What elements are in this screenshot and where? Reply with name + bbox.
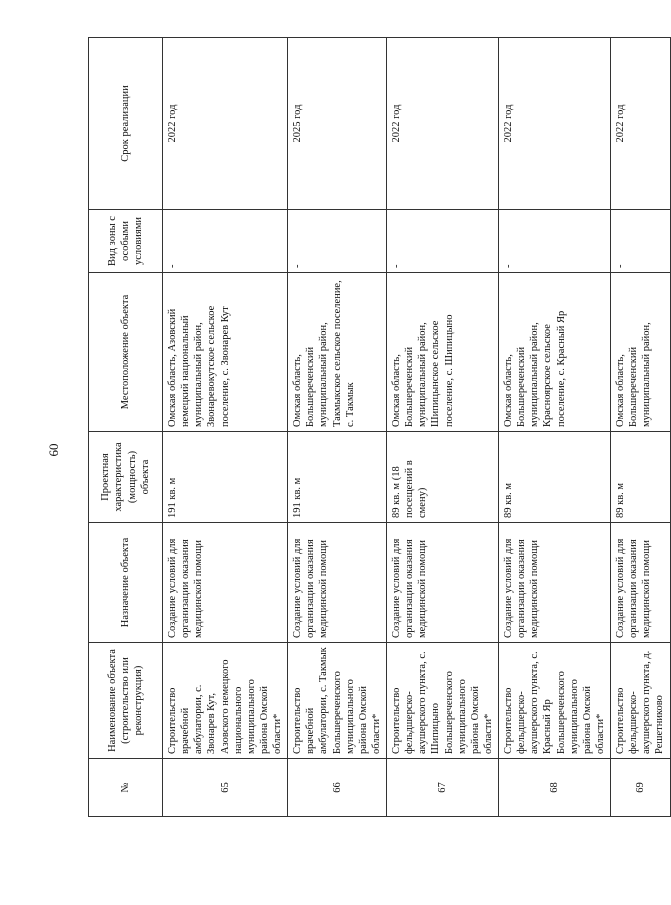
cell-term: 2022 год bbox=[499, 38, 611, 210]
cell-term: 2025 год bbox=[288, 38, 387, 210]
table-row bbox=[387, 38, 499, 817]
header-purpose: Назначение объекта bbox=[89, 523, 163, 643]
header-name: Наименование объекта (строительство или реконструкция) bbox=[89, 643, 163, 759]
page-number: 60 bbox=[46, 443, 61, 457]
cell-purpose: Создание условий для организации оказания медицинской помощи bbox=[387, 523, 499, 643]
cell-capacity: 191 кв. м bbox=[288, 432, 387, 523]
objects-table bbox=[88, 37, 671, 817]
rotated-table bbox=[88, 38, 666, 817]
table-row bbox=[499, 38, 611, 817]
cell-name: Строительство фельдшерско-акушерского пункта, с. Шипицыно Большереченского муниципального района Омской области* bbox=[387, 643, 499, 759]
table-header-row bbox=[89, 38, 163, 817]
cell-name: Строительство врачебной амбулатории, с. Такмык Большереченского муниципального района Омской области* bbox=[288, 643, 387, 759]
cell-purpose: Создание условий для организации оказания медицинской помощи bbox=[163, 523, 288, 643]
cell-zone: - bbox=[387, 210, 499, 273]
cell-num: 69 bbox=[611, 759, 671, 817]
cell-name: Строительство фельдшерско-акушерского пункта, д. Решетниково bbox=[611, 643, 671, 759]
cell-location: Омская область, Азовский немецкий национальный муниципальный район, Звонаревокутское сельское поселение, с. Звонарев Кут bbox=[163, 273, 288, 432]
cell-location: Омская область, Большереченский муниципальный район, Шипицынское сельское поселение, с. Шипицыно bbox=[387, 273, 499, 432]
header-zone: Вид зоны с особыми условиями bbox=[89, 210, 163, 273]
table-row bbox=[611, 38, 671, 817]
cell-term: 2022 год bbox=[611, 38, 671, 210]
cell-purpose: Создание условий для организации оказания медицинской помощи bbox=[288, 523, 387, 643]
header-location: Местоположение объекта bbox=[89, 273, 163, 432]
cell-purpose: Создание условий для организации оказания медицинской помощи bbox=[611, 523, 671, 643]
cell-zone: - bbox=[163, 210, 288, 273]
table-row bbox=[163, 38, 288, 817]
table-container bbox=[88, 38, 666, 817]
cell-capacity: 89 кв. м bbox=[499, 432, 611, 523]
cell-capacity: 89 кв. м (18 посещений в смену) bbox=[387, 432, 499, 523]
cell-num: 65 bbox=[163, 759, 288, 817]
cell-location: Омская область, Большереченский муниципальный район, bbox=[611, 273, 671, 432]
header-num: № bbox=[89, 759, 163, 817]
cell-num: 68 bbox=[499, 759, 611, 817]
header-term: Срок реализации bbox=[89, 38, 163, 210]
cell-term: 2022 год bbox=[387, 38, 499, 210]
cell-term: 2022 год bbox=[163, 38, 288, 210]
cell-zone: - bbox=[499, 210, 611, 273]
cell-num: 66 bbox=[288, 759, 387, 817]
table-row bbox=[288, 38, 387, 817]
cell-location: Омская область, Большереченский муниципальный район, Красноярское сельское поселение, с. Красный Яр bbox=[499, 273, 611, 432]
cell-location: Омская область, Большереченский муниципальный район, Такмыкское сельское поселение, с. Такмык bbox=[288, 273, 387, 432]
cell-capacity: 89 кв. м bbox=[611, 432, 671, 523]
cell-purpose: Создание условий для организации оказания медицинской помощи bbox=[499, 523, 611, 643]
header-capacity: Проектная характеристика (мощность) объекта bbox=[89, 432, 163, 523]
cell-num: 67 bbox=[387, 759, 499, 817]
cell-name: Строительство врачебной амбулатории, с. Звонарев Кут, Азовского немецкого национального муниципального района Омской области* bbox=[163, 643, 288, 759]
cell-capacity: 191 кв. м bbox=[163, 432, 288, 523]
cell-name: Строительство фельдшерско-акушерского пункта, с. Красный Яр Большереченского муниципального района Омской области* bbox=[499, 643, 611, 759]
cell-zone: - bbox=[611, 210, 671, 273]
cell-zone: - bbox=[288, 210, 387, 273]
